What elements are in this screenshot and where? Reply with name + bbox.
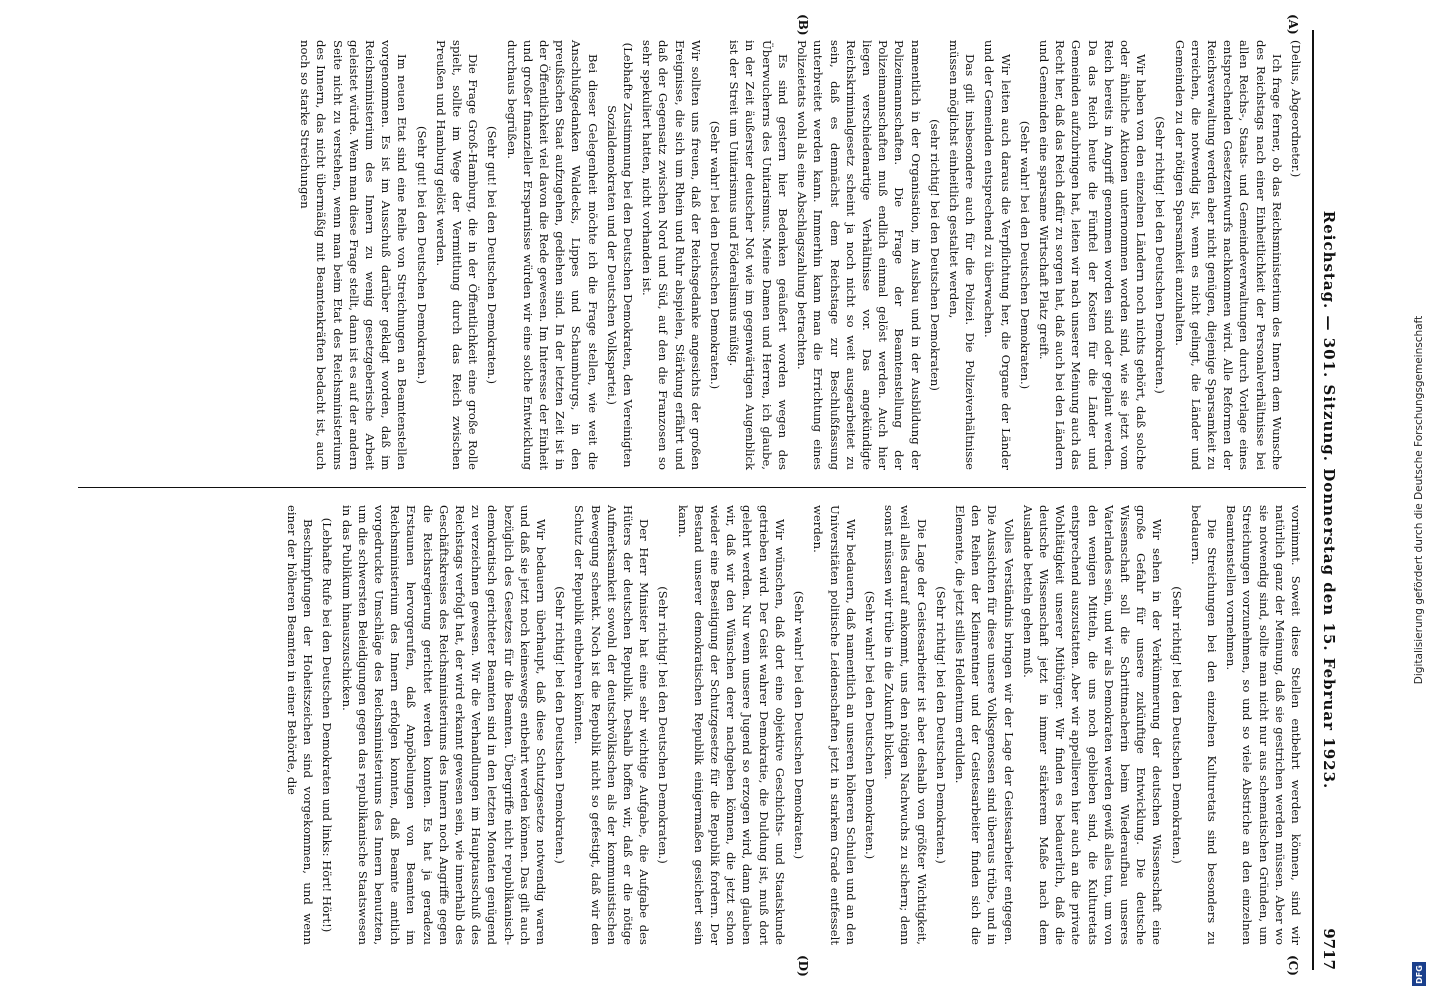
newspaper-page (60, 0, 1360, 1000)
paragraph: Wir sollten uns freuen, daß der Reichsgedanke angesichts der großen Ereignisse, die sich um Rhein und Ruhr abspielen, Stärkung erfährt und daß der Gegensatz zwischen Nord und Süd, auf den die Franzosen so sehr spekuliert hatten, nicht vorhanden ist. (640, 40, 703, 470)
margin-marker-c: (C) (1286, 955, 1300, 976)
page-number: 9717 (1320, 928, 1338, 970)
interjection: (Sehr wahr! bei den Deutschen Demokraten.) (1017, 120, 1032, 390)
paragraph: Wir bedauern, daß namentlich an unseren höheren Schulen und an den Universitäten politische Leidenschaften jetzt in starkem Grade entfesselt werden. (811, 505, 858, 945)
paragraph: (Delius, Abgeordneter.) (1289, 40, 1303, 178)
paragraph: vornimmt. Soweit diese Stellen entbehrt werden können, sind wir natürlich ganz der Meinung, daß sie gestrichen werden müssen. Aber wo sie notwendig sind, sollte man nicht nur aus schematischen Gründen, um Streichungen vorzunehmen, so und so viele Abstriche an den einzelnen Beamtenstellen vornehmen. (1224, 505, 1303, 945)
paragraph: Wir wünschen, daß dort eine objektive Geschichts- und Staatskunde getrieben wird. Der Geist wahrer Demokratie, die Duldung ist, muß dort gelehrt werden. Nur wenn unsere Jugend so erzogen wird, dann glauben wir, daß wir den Wünschen derer nachgeben können, die jetzt schon wieder eine Beseitigung der Schutzgesetze für die Republik fordern. Der Bestand unserer demokratischen Republik einigermaßen gesichert sein kann. (675, 505, 787, 945)
left-column (80, 40, 1304, 470)
paragraph: Wir bedauern überhaupt, daß diese Schutzgesetze notwendig waren und daß sie jetzt noch keineswegs entbehrt werden können. Das gilt auch bezüglich des Gesetzes für die Beamten. Übergriffe nicht republikanisch-demokratisch gerichteter Beamten sind in den letzten Monaten genügend zu verzeichnen gewesen. Wir die Verhandlungen im Hauptausschuß des Reichstags verfolgt hat, der wird erkannt gewesen sein, wie innerhalb des Geschäftskreises des Reichsministeriums des Innern noch Angriffe gegen die Reichsregierung gerichtet werden konnten. Es hat ja geradezu Erstaunen hervorgerufen, daß Anpöbelungen von Beamten im Reichsministerium des Innern erfolgen konnten, daß Beamte amtlich vorgedruckte Umschläge des Reichsministeriums des Innern benutzten, um die schwersten Beleidigungen gegen das republikanische Staatswesen in das Publikum hinauszuschicken. (339, 505, 549, 945)
paragraph: Die Lage der Geistesarbeiter ist aber deshalb von größter Wichtigkeit, weil alles darauf ankommt, uns den nötigen Nachwuchs zu sichern; denn sonst müssen wir trübe in die Zukunft blicken. (882, 505, 929, 945)
paragraph: Es sind gestern hier Bedenken geäußert worden wegen des Überwucherns des Unitarismus. Meine Damen und Herren, ich glaube, in der Zeit äußerster deutscher Not wie im gegenwärtigen Augenblick ist der Streit um Unitarismus und Föderalismus müßig. (727, 40, 790, 470)
interjection: (Sehr richtig! bei den Deutschen Demokraten.) (1153, 116, 1168, 394)
paragraph: Volles Verständnis bringen wir der Lage der Geistesarbeiter entgegen. Die Aussichten für diese unsere Volksgenossen sind überaus trübe, und in den Reihen der Kleinrentner und der Geistesarbeiter finden sich die Elemente, die jetzt stilles Heldentum erdulden. (952, 505, 1016, 945)
interjection: (sehr richtig! bei den Deutschen Demokraten) (927, 119, 942, 391)
paragraph: Wir haben von den einzelnen Ländern noch nichts gehört, daß solche oder ähnliche Aktionen unternommen worden sind, wie sie jetzt vom Reich bereits in Angriff genommen worden sind oder geplant werden. Da das Reich heute die Fünftel der Kosten für die Länder und Gemeinden aufzubringen hat, leiten wir nach unserer Meinung auch das Recht her, daß das Reich dafür zu sorgen hat, daß auch bei den Ländern und Gemeinden eine sparsame Wirtschaft Platz greift. (1036, 40, 1149, 470)
page-header (1312, 30, 1338, 970)
paragraph: Die Streichungen bei den einzelnen Kulturetats sind besonders zu bedauern. (1188, 505, 1219, 945)
interjection: (Sehr wahr! bei den Deutschen Demokraten.) (862, 590, 877, 860)
margin-marker-a: (A) (1286, 14, 1300, 35)
interjection: (Sehr gut! bei den Deutschen Demokraten.) (485, 125, 500, 385)
interjection: (Sehr gut! bei den Deutschen Demokraten.) (414, 125, 429, 385)
paragraph: Die Frage Groß-Hamburg, die in der Öffentlichkeit eine große Rolle spielt, sollte im Wege der Vermittlung durch das Reich zwischen Preußen und Hamburg gelöst werden. (433, 40, 481, 470)
interjection: (Sehr richtig! bei den Deutschen Demokraten.) (656, 586, 671, 864)
column-divider (78, 487, 1306, 488)
interjection: (Sehr richtig! bei den Deutschen Demokraten.) (1169, 586, 1184, 864)
interjection: (Sehr wahr! bei den Deutschen Demokraten.) (792, 590, 807, 860)
right-column (80, 505, 1304, 945)
paragraph: Das gilt insbesondere auch für die Polizei. Die Polizeiverhältnisse müssen möglichst einheitlich gestaltet werden, (946, 40, 978, 470)
paragraph: Der Herr Minister hat eine sehr wichtige Aufgabe, die Aufgabe des Hüters der deutschen Republik. Deshalb hoffen wir, daß er die nötige Aufmerksamkeit sowohl der deutschvölkischen als der kommunistischen Bewegung schenkt. Noch ist die Republik nicht so gefestigt, daß wir den Schutz der Republik entbehren könnten. (572, 505, 652, 945)
margin-marker-d: (D) (796, 955, 810, 977)
margin-marker-b: (B) (796, 14, 810, 36)
paragraph: Im neuen Etat sind eine Reihe von Streichungen an Beamtenstellen vorgenommen. Es ist im Ausschuß darüber geklagt worden, daß im Reichsministerium des Innern zu wenig gesetzgeberische Arbeit geleistet würde. Wenn man diese Frage stellt, dann ist es auf der andern Seite nicht zu verstehen, wenn man beim Etat des Reichsministeriums des Innern, das nicht übermäßig mit Beamtenkräften bedacht ist, auch noch so starke Streichungen (298, 40, 410, 470)
dfg-logo (1412, 962, 1426, 986)
paragraph: Wir sehen in der Verkümmerung der deutschen Wissenschaft eine große Gefahr für unsere zukünftige Entwicklung. Die deutsche Wissenschaft soll die Schrittmacherin beim Wiederaufbau unseres Vaterlandes sein, und wir als Demokraten werden gewiß alles tun, um von den wenigen Mitteln, die uns noch geblieben sind, die Kulturetats entsprechend auszustatten. Aber wir appellieren hier auch an die private Wohltätigkeit unserer Mitbürger. Wir finden es bedauerlich, daß die deutsche Wissenschaft jetzt in immer stärkerem Maße nach dem Auslande betteln gehen muß. (1020, 505, 1165, 945)
interjection: (Lebhafte Rufe bei den Deutschen Demokraten und links: Hört! Hört!) (320, 517, 335, 933)
paragraph: Beschimpfungen der Hoheitszeichen sind vorgekommen, und wenn einer der höheren Beamten in einer Behörde, die (285, 505, 316, 945)
dfg-logo-text: DFG (1414, 964, 1424, 984)
page-title: Reichstag. — 301. Sitzung. Donnerstag den 15. Februar 1923. (1320, 210, 1338, 790)
paragraph: Bei dieser Gelegenheit möchte ich die Frage stellen, wie weit die Anschlußgedanken Waldecks, Lippes und Schaumburgs, in den preußischen Staat aufzugehen, gediehen sind. In der letzten Zeit ist in der Öffentlichkeit viel davon die Rede gewesen. Im Interesse der Einheit und großer finanzieller Ersparnisse würden wir eine solche Entwicklung durchaus begrüßen. (504, 40, 600, 470)
paragraph: Wir leiten auch daraus die Verpflichtung her, die Organe der Länder und der Gemeinden entsprechend zu überwachen. (982, 40, 1013, 470)
digitization-credit (1404, 0, 1434, 1000)
interjection: (Sehr richtig! bei den Deutschen Demokraten.) (553, 586, 568, 864)
interjection: (Sehr richtig! bei den Deutschen Demokraten.) (933, 586, 948, 864)
interjection: (Sehr wahr! bei den Deutschen Demokraten.) (708, 120, 723, 390)
interjection: (Lebhafte Zustimmung bei den Deutschen Demokraten, den Vereinigten Sozialdemokraten und der Deutschen Volkspartei.) (604, 42, 636, 468)
digitization-credit-text: Digitalisierung gefördert durch die Deutsche Forschungsgemeinschaft (1413, 315, 1425, 685)
paragraph: namentlich in der Organisation, im Ausbau und in der Ausbildung der Polizeimannschaften. Die Frage der Beamtenstellung der Polizeimannschaften muß endlich einmal gelöst werden. Auch hier liegen verschiedenartige Verhältnisse vor. Das angekündigte Reichskriminalgesetz scheint ja noch nicht so weit ausgearbeitet zu sein, daß es demnächst dem Reichstage zur Beschlußfassung unterbreitet werden kann. Immerhin kann man die Errichtung eines Polizeietats wohl als eine Abschlagszahlung betrachten. (795, 40, 923, 470)
paragraph: Ich frage ferner, ob das Reichsministerium des Innern dem Wunsche des Reichstags nach einer Einheitlichkeit der Personalverhältnisse bei allen Reichs-, Staats- und Gemeindeverwaltungen durch Vorlage eines entsprechenden Gesetzentwurfs nachkommen wird. Alle Reformen der Reichsverwaltung werden aber nicht genügen, diejenige Sparsamkeit zu erreichen, die notwendig ist, wenn es nicht gelingt, die Länder und Gemeinden zu der nötigen Sparsamkeit anzuhalten. (1172, 40, 1284, 470)
scanned-page-area (60, 0, 1360, 1000)
